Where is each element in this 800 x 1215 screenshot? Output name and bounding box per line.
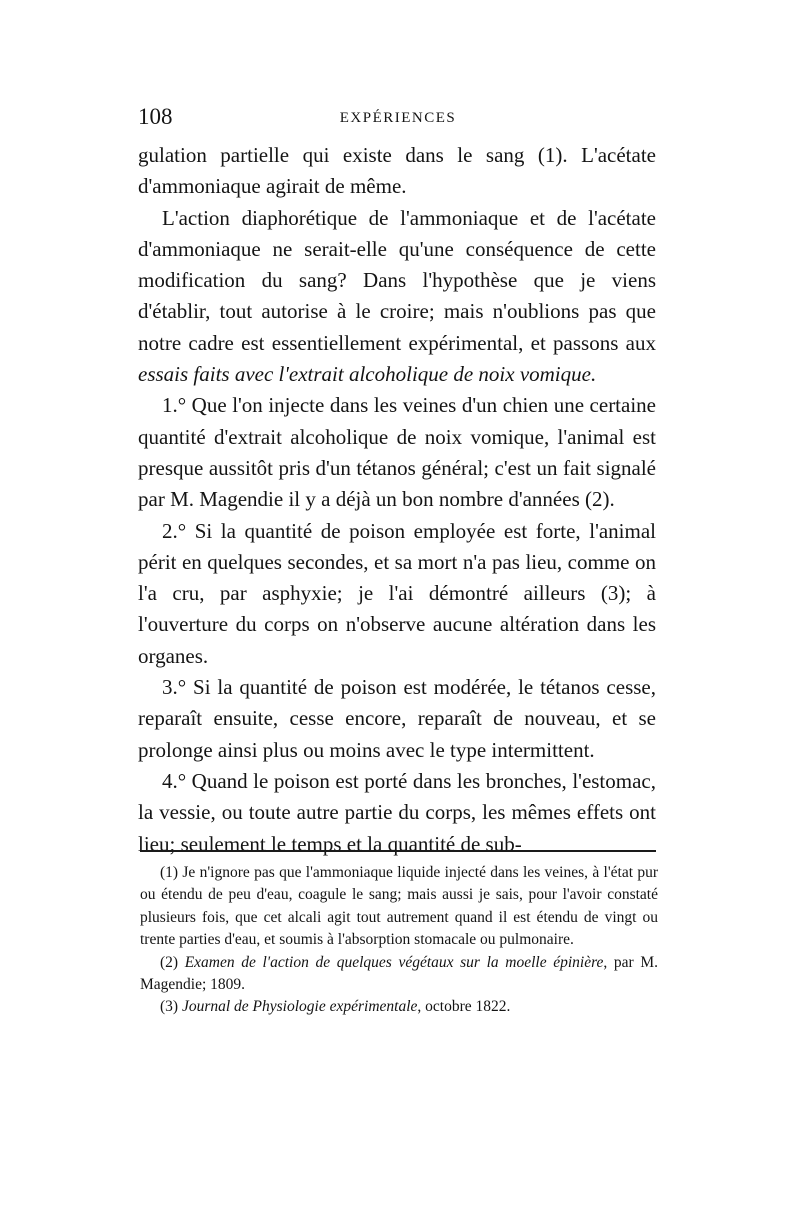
footnote-divider: [140, 850, 656, 852]
paragraph-item-3: 3.° Si la quantité de poison est modérée, le tétanos cesse, reparaît ensuite, cesse encore, reparaît de nouveau, et se prolonge ainsi plus ou moins avec le type intermittent.: [138, 675, 656, 762]
footnote-text: , par M. Magendie; 1809.: [140, 953, 658, 994]
paragraph-diaphoretic: [138, 203, 656, 391]
footnote-title: Examen de l'action de quelques végétaux sur la moelle épinière: [184, 953, 604, 971]
footnote-marker: (2): [160, 953, 185, 971]
paragraph-item-1: 1.° Que l'on injecte dans les veines d'un chien une certaine quantité d'extrait alcoholique de noix vomique, l'animal est presque aussitôt pris d'un tétanos général; c'est un fait signalé par M. Magendie il y a déjà un bon nombre d'années (2).: [138, 393, 656, 512]
footnote-text: , octobre 1822.: [417, 998, 511, 1016]
footnote-3: [140, 996, 658, 1018]
page-header: [138, 104, 658, 132]
footnote-marker: (3): [160, 998, 182, 1016]
paragraph-item-4: 4.° Quand le poison est porté dans les bronches, l'estomac, la vessie, ou toute autre partie du corps, les mêmes effets ont lieu; seulement le temps et la quantité de sub-: [138, 768, 656, 856]
paragraph-continuation: gulation partielle qui existe dans le sang (1). L'acétate d'ammoniaque agirait de même.: [138, 143, 656, 199]
footnote-title: Journal de Physiologie expérimentale: [181, 998, 418, 1016]
footnote-2: [140, 952, 658, 997]
paragraph-item-2: 2.° Si la quantité de poison employée est forte, l'animal périt en quelques secondes, et sa mort n'a pas lieu, comme on l'a cru, par asphyxie; je l'ai démontré ailleurs (3); à l'ouverture du corps on n'observe aucune altération dans les organes.: [138, 518, 656, 668]
body-text: [138, 140, 656, 860]
running-title: EXPÉRIENCES: [339, 110, 457, 126]
footnote-1: (1) Je n'ignore pas que l'ammoniaque liquide injecté dans les veines, à l'état pur ou étendu de peu d'eau, coagule le sang; mais aussi je sais, pour l'avoir constaté plusieurs fois, que cet alcali agit tout autrement quand il est étendu de vingt ou trente parties d'eau, et soumis à l'absorption stomacale ou pulmonaire.: [140, 864, 658, 949]
page-number: 108: [138, 104, 173, 129]
italic-phrase: essais faits avec l'extrait alcoholique de noix vomique.: [138, 362, 597, 387]
footnotes: [140, 862, 658, 1019]
paragraph-text: L'action diaphorétique de l'ammoniaque et de l'acétate d'ammoniaque ne serait-elle qu'une conséquence de cette modification du sang? Dans l'hypothèse que je viens d'établir, tout autorise à le croire; mais n'oublions pas que notre cadre est essentiellement expérimental, et passons aux: [138, 205, 656, 355]
